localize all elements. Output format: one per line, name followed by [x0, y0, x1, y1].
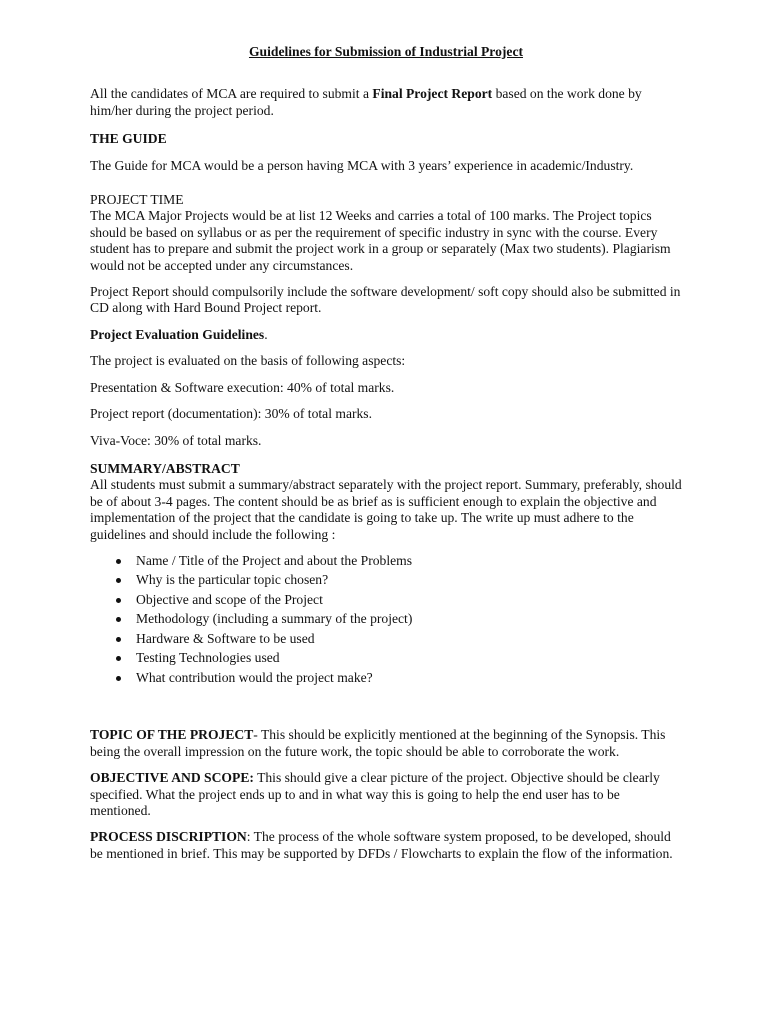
project-report-text: Project Report should compulsorily include the software development/ soft copy should also be submitted in CD along with Hard Bound Project report.	[90, 284, 681, 316]
intro-text-after: based on the work done by him/her during the project period.	[90, 86, 642, 118]
process-text: : The process of the whole software system proposed, to be developed, should be mentioned in brief. This may be supported by DFDs / Flowcharts to explain the flow of the information.	[90, 829, 673, 861]
list-item-text: Hardware & Software to be used	[136, 630, 315, 646]
topic-paragraph	[90, 727, 682, 760]
intro-text-before: All the candidates of MCA are required to submit a	[90, 86, 373, 102]
evaluation-item: Viva-Voce: 30% of total marks.	[90, 432, 262, 448]
evaluation-heading-suffix: .	[264, 326, 268, 342]
list-item	[90, 570, 682, 590]
summary-bullet-list	[90, 551, 682, 688]
process-label: PROCESS DISCRIPTION	[90, 829, 247, 845]
list-item-text: Why is the particular topic chosen?	[136, 572, 329, 588]
evaluation-intro: The project is evaluated on the basis of following aspects:	[90, 353, 406, 369]
bullet-icon	[116, 598, 121, 603]
topic-label: TOPIC OF THE PROJECT	[90, 727, 254, 743]
bullet-icon	[116, 578, 121, 583]
bullet-icon	[116, 656, 121, 661]
document-title: Guidelines for Submission of Industrial Project	[248, 44, 524, 59]
bullet-icon	[116, 676, 121, 681]
list-item-text: Objective and scope of the Project	[136, 591, 323, 607]
topic-text: - This should be explicitly mentioned at the beginning of the Synopsis. This being the overall impression on the future work, the topic should be able to corroborate the work.	[90, 727, 666, 759]
summary-heading: SUMMARY/ABSTRACT	[90, 460, 240, 476]
list-item-text: Name / Title of the Project and about the Problems	[136, 552, 412, 568]
evaluation-item: Project report (documentation): 30% of total marks.	[90, 406, 372, 422]
evaluation-heading-line	[90, 327, 682, 343]
project-time-heading: PROJECT TIME	[90, 192, 184, 208]
evaluation-heading: Project Evaluation Guidelines	[90, 326, 265, 342]
bullet-icon	[116, 637, 121, 642]
list-item-text: What contribution would the project make?	[136, 669, 373, 685]
project-time-text: The MCA Major Projects would be at list 12 Weeks and carries a total of 100 marks. The Project topics should be based on syllabus or as per the requirement of specific industry in sync with the course. Every student has to prepare and submit the project work in a group or separately (Max two students). Plagiarism would not be accepted under any circumstances.	[90, 208, 671, 273]
list-item	[90, 551, 682, 571]
bullet-icon	[116, 559, 121, 564]
objective-paragraph	[90, 770, 682, 819]
section-spacer	[90, 687, 682, 727]
list-item	[90, 668, 682, 688]
intro-bold-text: Final Project Report	[372, 86, 493, 102]
list-item	[90, 629, 682, 649]
intro-paragraph	[90, 86, 682, 119]
process-paragraph	[90, 829, 682, 862]
guide-heading: THE GUIDE	[90, 131, 167, 147]
summary-text: All students must submit a summary/abstract separately with the project report. Summary, preferably, should be of about 3-4 pages. The content should be as brief as is sufficient enough to explain the objective and implementation of the project that the candidate is going to take up. The write up must adhere to the guidelines and should include the following :	[90, 477, 682, 542]
guide-text: The Guide for MCA would be a person having MCA with 3 years’ experience in academic/Industry.	[90, 157, 634, 173]
objective-text: This should give a clear picture of the project. Objective should be clearly specified. What the project ends up to and in what way this is going to help the end user has to be mentioned.	[90, 770, 660, 819]
list-item-text: Methodology (including a summary of the project)	[136, 611, 413, 627]
list-item	[90, 648, 682, 668]
list-item-text: Testing Technologies used	[136, 650, 280, 666]
objective-label: OBJECTIVE AND SCOPE:	[90, 770, 254, 786]
list-item	[90, 590, 682, 610]
bullet-icon	[116, 617, 121, 622]
list-item	[90, 609, 682, 629]
evaluation-item: Presentation & Software execution: 40% of total marks.	[90, 379, 395, 395]
